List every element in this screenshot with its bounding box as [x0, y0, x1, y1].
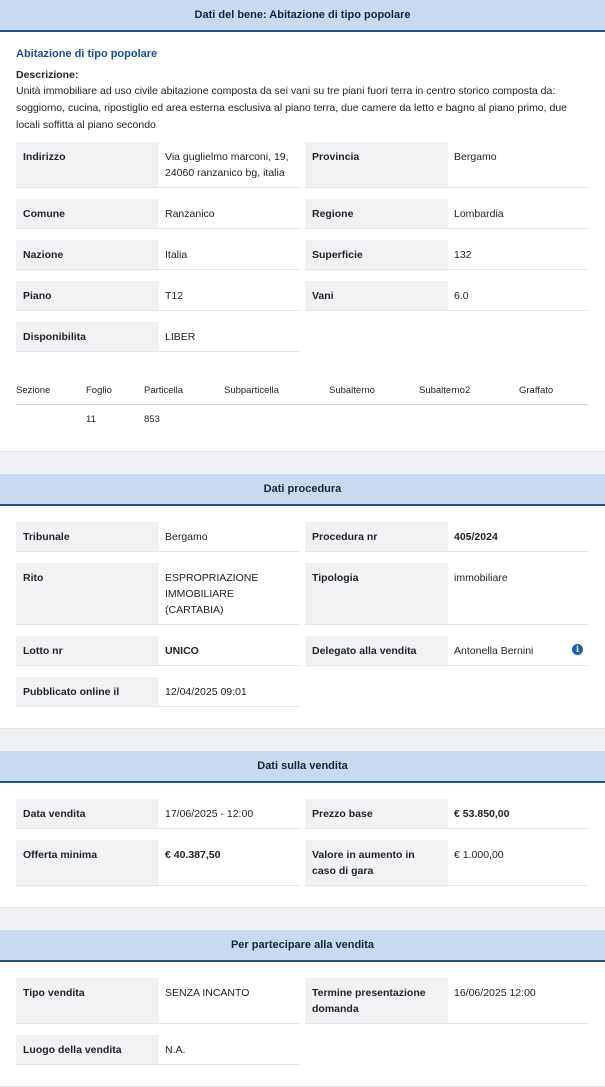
field-nazione	[16, 240, 300, 270]
procedura-header: Dati procedura	[0, 474, 605, 506]
field-vani	[305, 281, 589, 311]
field-label: Offerta minima	[16, 840, 159, 886]
field-label: Nazione	[16, 240, 159, 270]
field-data-vendita	[16, 799, 300, 829]
field-label: Piano	[16, 281, 159, 311]
catasto-col-sezione: Sezione	[16, 379, 86, 405]
field-tipo-vendita	[16, 978, 300, 1024]
field-value: Antonella Bernini	[454, 645, 534, 657]
field-value: Bergamo	[159, 522, 300, 552]
field-label: Delegato alla vendita	[305, 636, 448, 666]
field-tribunale	[16, 522, 300, 552]
info-icon[interactable]: i	[572, 644, 583, 655]
partecipare-card	[0, 930, 605, 1087]
field-piano	[16, 281, 300, 311]
field-lotto-nr	[16, 636, 300, 666]
field-procedura-nr	[305, 522, 589, 552]
field-value: € 40.387,50	[159, 840, 300, 886]
catasto-col-subalterno2: Subalterno2	[419, 379, 519, 405]
field-label: Rito	[16, 563, 159, 625]
bene-header: Dati del bene: Abitazione di tipo popolare	[0, 0, 605, 32]
field-regione	[305, 199, 589, 229]
field-value: LIBER	[159, 322, 300, 352]
field-value: 16/06/2025 12:00	[448, 978, 589, 1024]
catasto-col-foglio: Foglio	[86, 379, 144, 405]
field-provincia	[305, 142, 589, 188]
field-label: Procedura nr	[305, 522, 448, 552]
field-value: UNICO	[159, 636, 300, 666]
field-label: Termine presentazione domanda	[305, 978, 448, 1024]
catasto-cell-particella: 853	[144, 414, 160, 425]
field-value: Via guglielmo marconi, 19, 24060 ranzanico bg, italia	[159, 142, 300, 188]
field-value: Ranzanico	[159, 199, 300, 229]
catasto-col-particella: Particella	[144, 379, 224, 405]
description-text: Unità immobiliare ad uso civile abitazione composta da sei vani su tre piani fuori terra in centro storico composta da: soggiorno, cucina, ripostiglio ed area esterna esclusiva al piano terra, due camere da letto e bagno al piano primo, due locali soffitta al piano secondo	[16, 85, 568, 131]
field-label: Pubblicato online il	[16, 677, 159, 707]
field-value: ESPROPRIAZIONE IMMOBILIARE (CARTABIA)	[159, 563, 300, 625]
field-value: € 1.000,00	[448, 840, 589, 886]
field-value: 405/2024	[448, 522, 589, 552]
catasto-cell-graffato	[519, 405, 588, 434]
field-delegato	[305, 636, 589, 666]
field-offerta-minima	[16, 840, 300, 886]
field-pubblicato	[16, 677, 300, 707]
field-value: 12/04/2025 09:01	[159, 677, 300, 707]
field-value: 132	[448, 240, 589, 270]
field-luogo	[16, 1035, 300, 1065]
field-tipologia	[305, 563, 589, 625]
vendita-card	[0, 751, 605, 908]
field-value: immobiliare	[448, 563, 589, 625]
catasto-cell-subparticella	[224, 405, 329, 434]
field-label: Luogo della vendita	[16, 1035, 159, 1065]
field-label: Tipologia	[305, 563, 448, 625]
field-label: Tipo vendita	[16, 978, 159, 1024]
field-label: Comune	[16, 199, 159, 229]
field-termine	[305, 978, 589, 1024]
field-label: Regione	[305, 199, 448, 229]
catasto-col-graffato: Graffato	[519, 379, 588, 405]
field-value: € 53.850,00	[448, 799, 589, 829]
catasto-cell-foglio: 11	[86, 414, 96, 425]
field-label: Data vendita	[16, 799, 159, 829]
catasto-cell-sezione	[16, 405, 86, 434]
field-value: Lombardia	[448, 199, 589, 229]
field-value: Bergamo	[448, 142, 589, 188]
field-label: Vani	[305, 281, 448, 311]
catasto-header-row	[16, 379, 588, 405]
partecipare-header: Per partecipare alla vendita	[0, 930, 605, 962]
field-value: T12	[159, 281, 300, 311]
catasto-table	[16, 379, 588, 433]
field-value: Italia	[159, 240, 300, 270]
catasto-cell-subalterno2	[419, 405, 519, 434]
field-label: Indirizzo	[16, 142, 159, 188]
field-indirizzo	[16, 142, 300, 188]
field-label: Superficie	[305, 240, 448, 270]
bene-card	[0, 0, 605, 452]
field-valore-aumento	[305, 840, 589, 886]
field-prezzo-base	[305, 799, 589, 829]
field-value: 6.0	[448, 281, 589, 311]
field-label: Lotto nr	[16, 636, 159, 666]
field-label: Provincia	[305, 142, 448, 188]
delegato-value	[448, 636, 589, 666]
field-label: Valore in aumento in caso di gara	[305, 840, 448, 886]
field-rito	[16, 563, 300, 625]
field-label: Tribunale	[16, 522, 159, 552]
field-label: Prezzo base	[305, 799, 448, 829]
field-value: SENZA INCANTO	[159, 978, 300, 1024]
field-superficie	[305, 240, 589, 270]
field-value: N.A.	[159, 1035, 300, 1065]
field-comune	[16, 199, 300, 229]
vendita-header: Dati sulla vendita	[0, 751, 605, 783]
description-label: Descrizione:	[16, 69, 79, 81]
bene-subtitle: Abitazione di tipo popolare	[16, 48, 158, 60]
table-row	[16, 405, 588, 434]
catasto-cell-subalterno	[329, 405, 419, 434]
catasto-col-subparticella: Subparticella	[224, 379, 329, 405]
procedura-card	[0, 474, 605, 729]
field-disponibilita	[16, 322, 300, 352]
catasto-col-subalterno: Subalterno	[329, 379, 419, 405]
field-label: Disponibilita	[16, 322, 159, 352]
field-value: 17/06/2025 - 12:00	[159, 799, 300, 829]
